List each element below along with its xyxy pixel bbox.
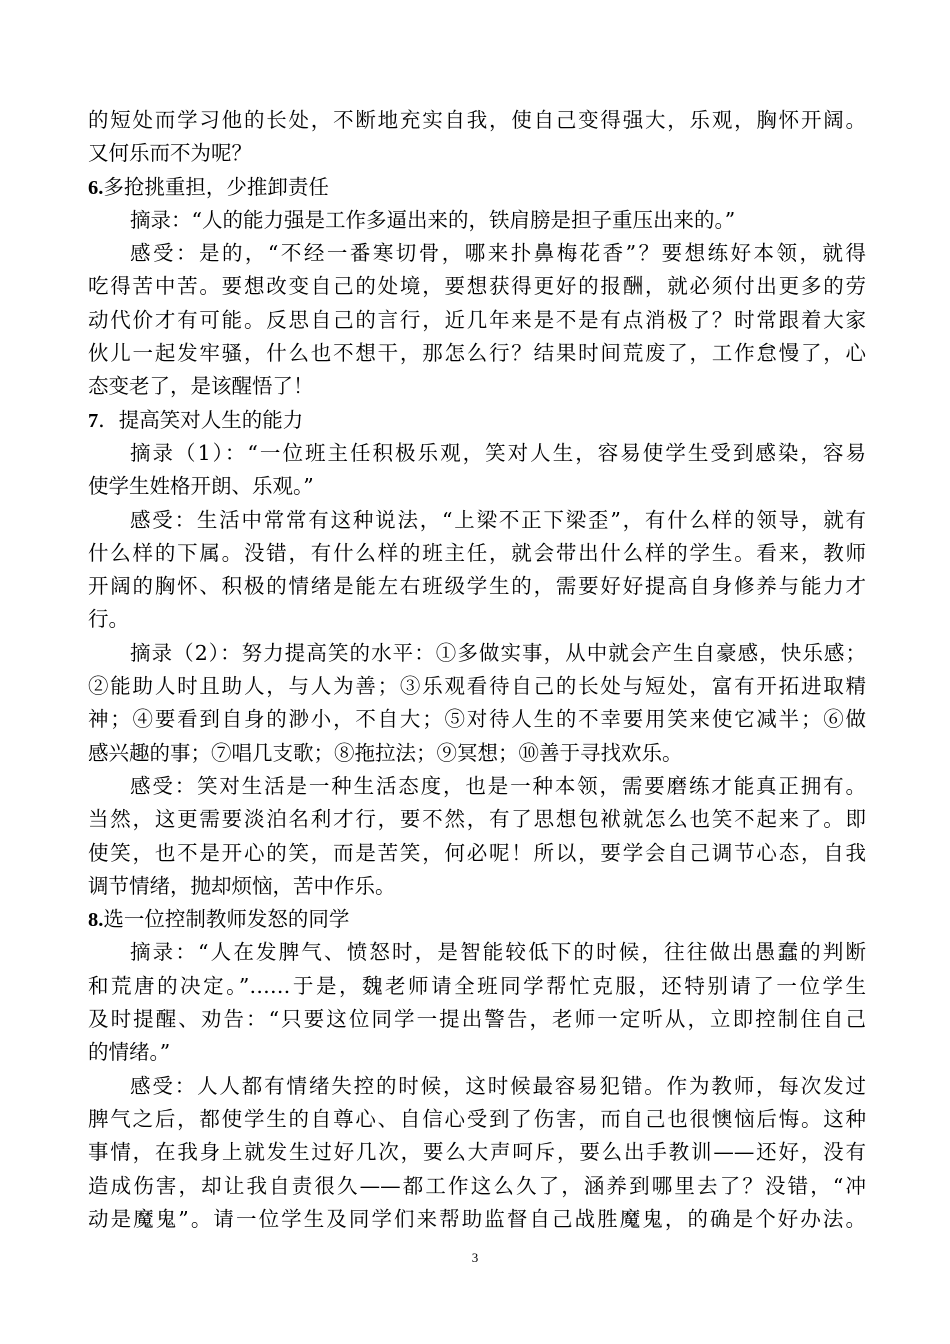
text-line: 感受：人人都有情绪失控的时候，这时候最容易犯错。作为教师，每次发过	[130, 1073, 866, 1098]
section-heading	[88, 404, 866, 437]
section-heading	[88, 171, 866, 204]
section-number: 7	[88, 409, 99, 432]
text-line: 神；④要看到自身的渺小，不自大；⑤对待人生的不幸要用笑来使它减半；⑥做	[88, 707, 866, 732]
text-line: 摘录：“人在发脾气、愤怒时，是智能较低下的时候，往往做出愚蠢的判断	[130, 940, 866, 965]
text-line: 感兴趣的事；⑦唱几支歌；⑧拖拉法；⑨冥想；⑩善于寻找欢乐。	[88, 740, 683, 765]
text-line: 摘录（2）：努力提高笑的水平：①多做实事，从中就会产生自豪感，快乐感；	[130, 640, 866, 665]
text-line: 和荒唐的决定。”……于是，魏老师请全班同学帮忙克服，还特别请了一位学生	[88, 973, 866, 998]
page-number: 3	[471, 1250, 479, 1265]
text-line: 脾气之后，都使学生的自尊心、自信心受到了伤害，而自己也很懊恼后悔。这种	[88, 1106, 866, 1131]
section-number: 6.	[88, 176, 104, 199]
text-line: 使笑，也不是开心的笑，而是苦笑，何必呢！所以，要学会自己调节心态，自我	[88, 840, 866, 865]
text-line: ②能助人时且助人，与人为善；③乐观看待自己的长处与短处，富有开拓进取精	[88, 674, 866, 699]
text-line: 什么样的下属。没错，有什么样的班主任，就会带出什么样的学生。看来，教师	[88, 540, 866, 565]
text-line: 及时提醒、劝告：“只要这位同学一提出警告，老师一定听从，立即控制住自己	[88, 1007, 866, 1032]
section-title: ．提高笑对人生的能力	[98, 407, 304, 432]
document-body	[88, 104, 866, 1236]
text-line: 使学生姓格开朗、乐观。”	[88, 474, 314, 499]
text-line: 感受：笑对生活是一种生活态度，也是一种本领，需要磨练才能真正拥有。	[130, 773, 866, 798]
text-line: 调节情绪，抛却烦恼，苦中作乐。	[88, 873, 396, 898]
text-line: 摘录（1）：“一位班主任积极乐观，笑对人生，容易使学生受到感染，容易	[130, 440, 866, 465]
text-line: 动是魔鬼”。请一位学生及同学们来帮助监督自己战胜魔鬼，的确是个好办法。	[88, 1206, 866, 1231]
text-line: 感受：是的，“不经一番寒切骨，哪来扑鼻梅花香”？要想练好本领，就得	[130, 241, 866, 266]
text-line: 摘录：“人的能力强是工作多逼出来的，铁肩膀是担子重压出来的。”	[130, 207, 736, 232]
text-line: 伙儿一起发牢骚，什么也不想干，那怎么行？结果时间荒废了，工作怠慢了，心	[88, 341, 866, 366]
section-title: 多抢挑重担，少推卸责任	[103, 174, 329, 199]
text-line: 行。	[88, 607, 129, 632]
section-number: 8.	[88, 909, 104, 932]
text-line: 动代价才有可能。反思自己的言行，近几年来是不是有点消极了？时常跟着大家	[88, 307, 866, 332]
text-line: 的短处而学习他的长处，不断地充实自我，使自己变得强大，乐观，胸怀开阔。	[88, 108, 866, 132]
text-line: 开阔的胸怀、积极的情绪是能左右班级学生的，需要好好提高自身修养与能力才	[88, 574, 866, 599]
text-line: 态变老了，是该醒悟了！	[88, 374, 314, 399]
section-title: 选一位控制教师发怒的同学	[103, 907, 350, 932]
text-line: 当然，这更需要淡泊名利才行，要不然，有了思想包袱就怎么也笑不起来了。即	[88, 807, 866, 832]
text-line: 感受：生活中常常有这种说法，“上梁不正下梁歪”，有什么样的领导，就有	[130, 507, 866, 532]
text-line: 吃得苦中苦。要想改变自己的处境，要想获得更好的报酬，就必须付出更多的劳	[88, 274, 866, 299]
text-line: 造成伤害，却让我自责很久——都工作这么久了，涵养到哪里去了？没错，“冲	[88, 1173, 866, 1198]
text-line: 的情绪。”	[88, 1040, 171, 1065]
text-line: 又何乐而不为呢？	[88, 141, 252, 166]
section-heading	[88, 903, 866, 936]
text-line: 事情，在我身上就发生过好几次，要么大声呵斥，要么出手教训——还好，没有	[88, 1140, 866, 1165]
